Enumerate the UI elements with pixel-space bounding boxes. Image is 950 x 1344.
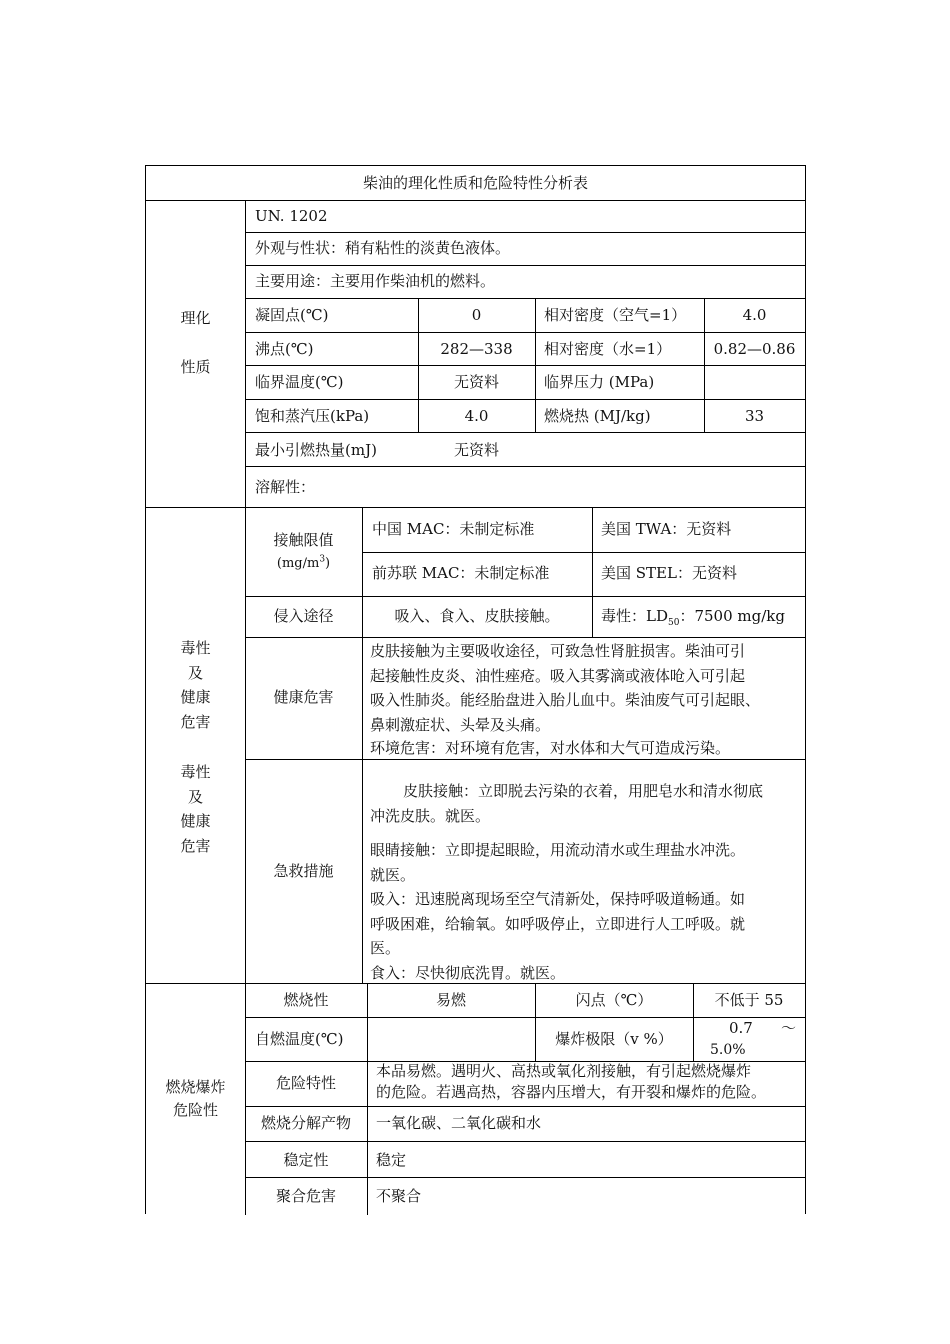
prop-key: 相对密度（空气=1） — [544, 306, 687, 324]
prop-value: 33 — [744, 407, 765, 425]
prop-key: 最小引燃热量(mJ) — [255, 441, 377, 459]
exposure-unit: $(mg/m^3)$ — [276, 554, 331, 571]
section-label-phys-1: 理化 — [180, 309, 211, 327]
table-title: 柴油的理化性质和危险特性分析表 — [362, 174, 588, 192]
prop-value: 4.0 — [464, 407, 489, 425]
prop-value: 0 — [471, 306, 482, 324]
rule — [362, 552, 805, 553]
explosion-limit-low: 0.7 — [729, 1019, 753, 1037]
hazard-text: 本品易燃。遇明火、高热或氧化剂接触，有引起燃烧爆炸 的危险。若遇高热，容器内压增大，有开裂和爆炸的危险。 — [376, 1062, 767, 1101]
analysis-table — [145, 165, 806, 1214]
section-label-fire-2: 危险性 — [172, 1101, 218, 1119]
stability-value: 稳定 — [376, 1151, 407, 1169]
polymerization-label: 聚合危害 — [275, 1187, 336, 1205]
main-usage: 主要用途：主要用作柴油机的燃料。 — [255, 272, 496, 290]
prop-key: 燃烧热 (MJ/kg) — [544, 407, 651, 425]
rule — [362, 507, 363, 983]
rule — [245, 399, 805, 400]
rule — [245, 1106, 805, 1107]
section-label-tox-b: 毒性 及 健康 危害 — [180, 763, 211, 855]
un-number: UN. 1202 — [255, 207, 328, 225]
section-label-phys-2: 性质 — [180, 358, 211, 376]
rule — [245, 1177, 805, 1178]
ussr-mac: 前苏联 MAC：未制定标准 — [372, 564, 550, 582]
decomposition-label: 燃烧分解产物 — [260, 1114, 351, 1132]
stability-label: 稳定性 — [283, 1151, 329, 1169]
section-label-tox-a: 毒性 及 健康 危害 — [180, 639, 211, 731]
rule — [245, 432, 805, 433]
prop-key: 凝固点(℃) — [255, 306, 329, 324]
rule — [245, 637, 805, 638]
prop-key: 临界温度(℃) — [255, 373, 344, 391]
rule — [245, 596, 805, 597]
first-aid-skin: 皮肤接触：立即脱去污染的衣着，用肥皂水和清水彻底 冲洗皮肤。就医。 — [370, 782, 764, 825]
rule — [245, 759, 805, 760]
rule — [245, 200, 246, 1215]
health-label: 健康危害 — [273, 688, 334, 706]
explosion-tilde: ～ — [781, 1019, 797, 1037]
first-aid-other: 眼睛接触：立即提起眼睑，用流动清水或生理盐水冲洗。 就医。 吸入：迅速脱离现场至空气清新处，保持呼吸道畅通。如 呼吸困难，给输氧。如呼吸停止，立即进行人工呼吸。就 医。 食入：尽快彻底洗胃。就医。 — [370, 841, 746, 982]
china-mac: 中国 MAC：未制定标准 — [372, 520, 535, 538]
solubility: 溶解性： — [255, 478, 316, 496]
health-text: 皮肤接触为主要吸收途径，可致急性肾脏损害。柴油可引 起接触性皮炎、油性痤疮。吸入其雾滴或液体呛入可引起 吸入性肺炎。能经胎盘进入胎儿血中。柴油废气可引起眼、 鼻刺激症状、头晕及头痛。 环境危害：对环境有危害，对水体和大气可造成污染。 — [370, 642, 761, 757]
rule — [245, 365, 805, 366]
toxicity-value: 毒性：$LD_{50}$：7500 mg/kg — [601, 607, 785, 628]
exposure-label: 接触限值 — [273, 531, 334, 549]
prop-value: 282—338 — [440, 340, 513, 358]
rule — [245, 298, 805, 299]
autoignition-label: 自燃温度(℃) — [255, 1030, 344, 1048]
route-value: 吸入、食入、皮肤接触。 — [394, 607, 560, 625]
first-aid-label: 急救措施 — [273, 862, 334, 880]
explosion-limit-label: 爆炸极限（v %） — [555, 1030, 673, 1048]
rule — [245, 1141, 805, 1142]
rule — [245, 232, 805, 233]
flammability-value: 易燃 — [435, 991, 466, 1009]
prop-key: 相对密度（水=1） — [544, 340, 672, 358]
prop-key: 沸点(℃) — [255, 340, 314, 358]
rule — [245, 466, 805, 467]
route-label: 侵入途径 — [273, 607, 334, 625]
rule — [367, 983, 368, 1215]
section-label-fire-1: 燃烧爆炸 — [165, 1078, 226, 1096]
flammability-label: 燃烧性 — [283, 991, 329, 1009]
explosion-limit-high: 5.0% — [710, 1042, 746, 1058]
flash-point-label: 闪点（℃） — [575, 991, 653, 1009]
prop-value: 0.82—0.86 — [713, 340, 796, 358]
rule — [245, 1017, 805, 1018]
rule — [245, 332, 805, 333]
rule — [245, 265, 805, 266]
appearance: 外观与性状：稍有粘性的淡黄色液体。 — [255, 239, 511, 257]
flash-point-value: 不低于 55 — [714, 991, 784, 1009]
rule — [592, 507, 593, 637]
prop-value: 无资料 — [453, 373, 499, 391]
rule — [535, 298, 536, 432]
usa-stel: 美国 STEL：无资料 — [601, 564, 737, 582]
prop-key: 临界压力 (MPa) — [544, 373, 655, 391]
usa-twa: 美国 TWA：无资料 — [601, 520, 732, 538]
decomposition-value: 一氧化碳、二氧化碳和水 — [376, 1114, 542, 1132]
hazard-label: 危险特性 — [275, 1074, 336, 1092]
prop-value: 4.0 — [742, 306, 767, 324]
polymerization-value: 不聚合 — [376, 1187, 422, 1205]
prop-value: 无资料 — [453, 441, 499, 459]
prop-key: 饱和蒸汽压(kPa) — [255, 407, 370, 425]
